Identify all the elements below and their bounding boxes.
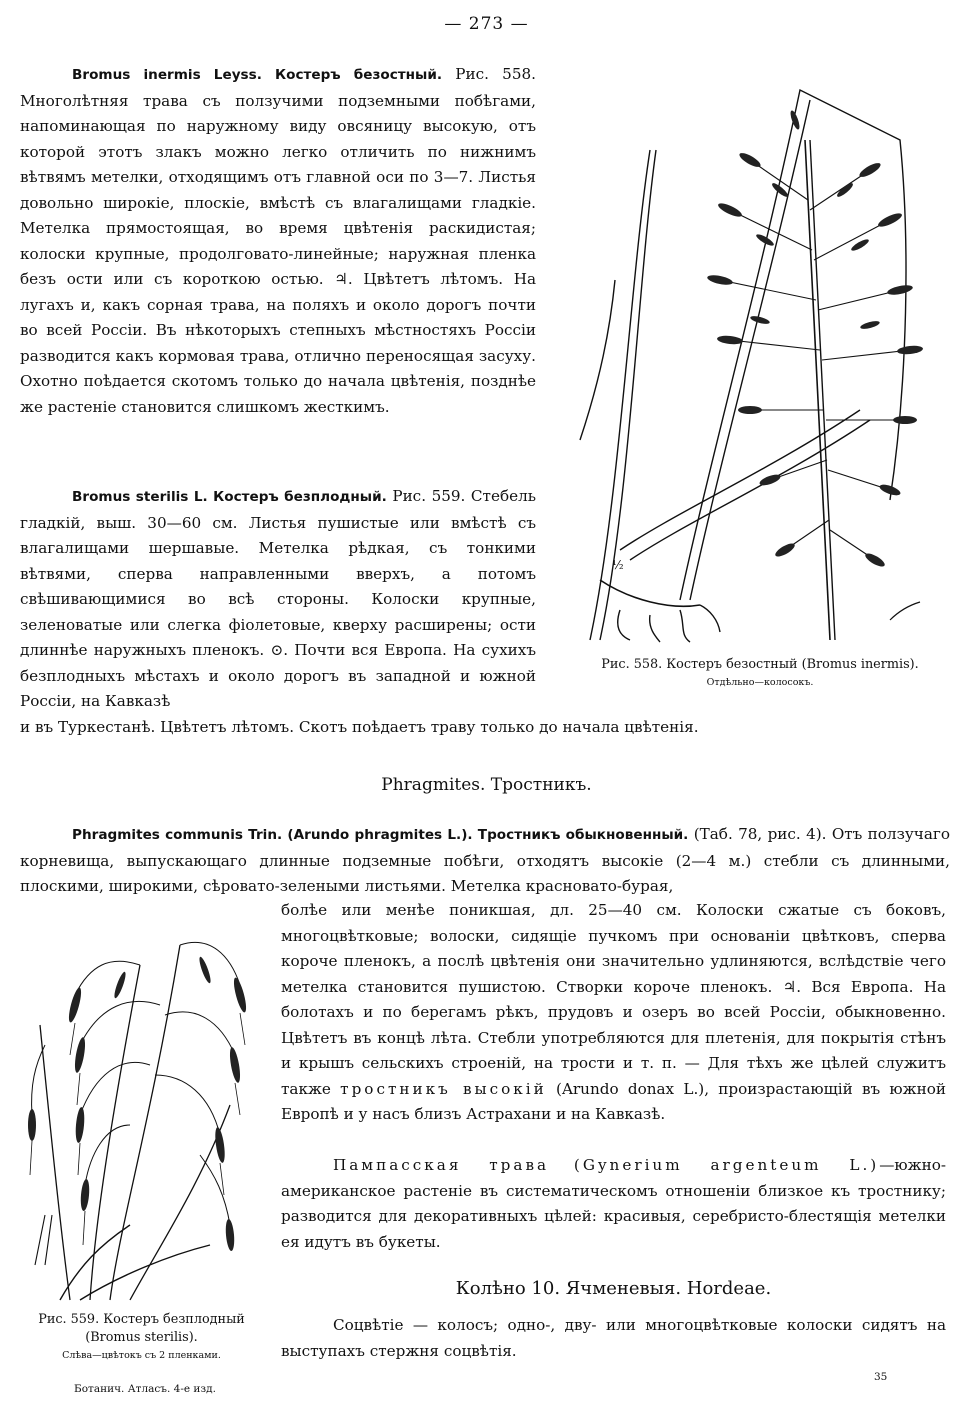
- pampas-name: Пампасская трава: [333, 1156, 550, 1174]
- figure-558-label: ½: [612, 558, 624, 572]
- phragmites-paragraph-top: [20, 822, 950, 900]
- pampas-paragraph: [281, 1153, 946, 1255]
- footer-right: 35: [874, 1371, 888, 1383]
- figure-559-caption: [14, 1311, 269, 1365]
- pampas-text: —южно-американское растеніе въ систематическомъ отношеніи близкое къ тростнику; разводится для декоративныхъ цѣлей: красивыя, серебристо-блестящія метелки ея идутъ въ букеты.: [281, 1156, 946, 1251]
- pampas-latin: (Gynerium argenteum L.): [573, 1156, 880, 1174]
- figure-558-caption-text: Рис. 558. Костеръ безостный (Bromus inermis).: [601, 657, 919, 672]
- section-heading-hordeae: Колѣно 10. Ячменевыя. Hordeae.: [455, 1278, 772, 1299]
- phragmites-text-right2: (Arundo donax L.), произрастающій въ южной Европѣ и у насъ близъ Астрахани и на Кавказѣ.: [281, 1079, 947, 1123]
- phragmites-arundo-name: тростникъ высокій: [340, 1079, 547, 1098]
- bromus-sterilis-paragraph: [20, 484, 536, 715]
- figure-559-caption-text: Рис. 559. Костеръ безплодный (Bromus sterilis).: [38, 1312, 245, 1345]
- footer-left: Ботанич. Атласъ. 4-е изд.: [74, 1383, 216, 1395]
- bromus-sterilis-lead: Bromus sterilis L. Костеръ безплодный.: [72, 489, 387, 505]
- figure-559-subcaption: Слѣва—цвѣтокъ съ 2 пленками.: [62, 1350, 221, 1361]
- phragmites-text-right: болѣе или менѣе поникшая, дл. 25—40 см. Колоски сжатые съ боковъ, многоцвѣтковые; волоски, сидящіе пучкомъ при основаніи цвѣтковъ, сперва короче пленокъ, а послѣ цвѣтенія они значительно удлиняются, вслѣдствіе чего метелка становится пушистою. Створки короче пленокъ. ♃. Вся Европа. На болотахъ и по берегамъ рѣкъ, прудовъ и озеръ во всей Россіи, обыкновенно. Цвѣтетъ въ концѣ лѣта. Стебли употребляются для плетенія, для покрытія стѣнъ и крышъ сельскихъ строеній, на трости и т. п. — Для тѣхъ же цѣлей служитъ также: [281, 901, 946, 1098]
- bromus-inermis-paragraph: [20, 62, 536, 420]
- section-heading-phragmites: Phragmites. Тростникъ.: [381, 775, 592, 795]
- figure-558-caption: [560, 656, 960, 692]
- bromus-sterilis-text: Рис. 559. Стебель гладкій, выш. 30—60 см. Листья пушистые или вмѣстѣ съ влагалищами шершавые. Метелка рѣдкая, съ тонкими вѣтвями, сперва направленными вверхъ, а потомъ свѣшивающимися во всѣ стороны. Колоски крупные, зеленоватые или слегка фіолетовые, кверху расширены; ости длиннѣе наружныхъ пленокъ. ⊙. Почти вся Европа. На сухихъ безплодныхъ мѣстахъ и около дорогъ въ западной и южной Россіи, на Кавказѣ: [20, 487, 536, 710]
- hordeae-paragraph: Соцвѣтіе — колосъ; одно-, дву- или многоцвѣтковые колоски сидятъ на выступахъ стержня соцвѣтія.: [281, 1316, 946, 1360]
- page-number: — 273 —: [444, 14, 529, 34]
- phragmites-text-top: (Таб. 78, рис. 4). Отъ ползучаго корневища, выпускающаго длинные подземные побѣги, отходятъ высокіе (2—4 м.) стебли съ длинными, плоскими, широкими, сѣровато-зелеными листьями. Метелка красновато-бурая,: [20, 825, 950, 895]
- bromus-sterilis-end: и въ Туркестанѣ. Цвѣтетъ лѣтомъ. Скотъ поѣдаетъ траву только до начала цвѣтенія.: [20, 718, 699, 736]
- phragmites-paragraph-right: [281, 898, 946, 1128]
- bromus-inermis-lead: Bromus inermis Leyss. Костеръ безостный.: [72, 67, 443, 83]
- figure-558-subcaption: Отдѣльно—колосокъ.: [706, 677, 814, 688]
- bromus-inermis-text: Рис. 558. Многолѣтняя трава съ ползучими подземными побѣгами, напоминающая по наружному виду овсяницу высокую, отъ которой этотъ злакъ можно легко отличить по нижнимъ вѣтвямъ метелки, отходящимъ отъ главной оси по 3—7. Листья довольно широкіе, плоскіе, вмѣстѣ съ влагалищами гладкіе. Метелка прямостоящая, во время цвѣтенія раскидистая; колоски крупные, продолговато-линейные; наружная пленка безъ ости или съ короткою остью. ♃. Цвѣтетъ лѣтомъ. На лугахъ и, какъ сорная трава, на поляхъ и около дорогъ почти во всей Россіи. Въ нѣкоторыхъ степныхъ мѣстностяхъ Россіи разводится какъ кормовая трава, отлично переносящая засуху. Охотно поѣдается скотомъ только до начала цвѣтенія, позднѣе же растеніе становится слишкомъ жесткимъ.: [20, 65, 536, 416]
- phragmites-lead: Phragmites communis Trin. (Arundo phragmites L.). Тростникъ обыкновенный.: [72, 827, 689, 843]
- figure-559-illustration: [20, 925, 265, 1305]
- figure-558-illustration: [560, 80, 960, 648]
